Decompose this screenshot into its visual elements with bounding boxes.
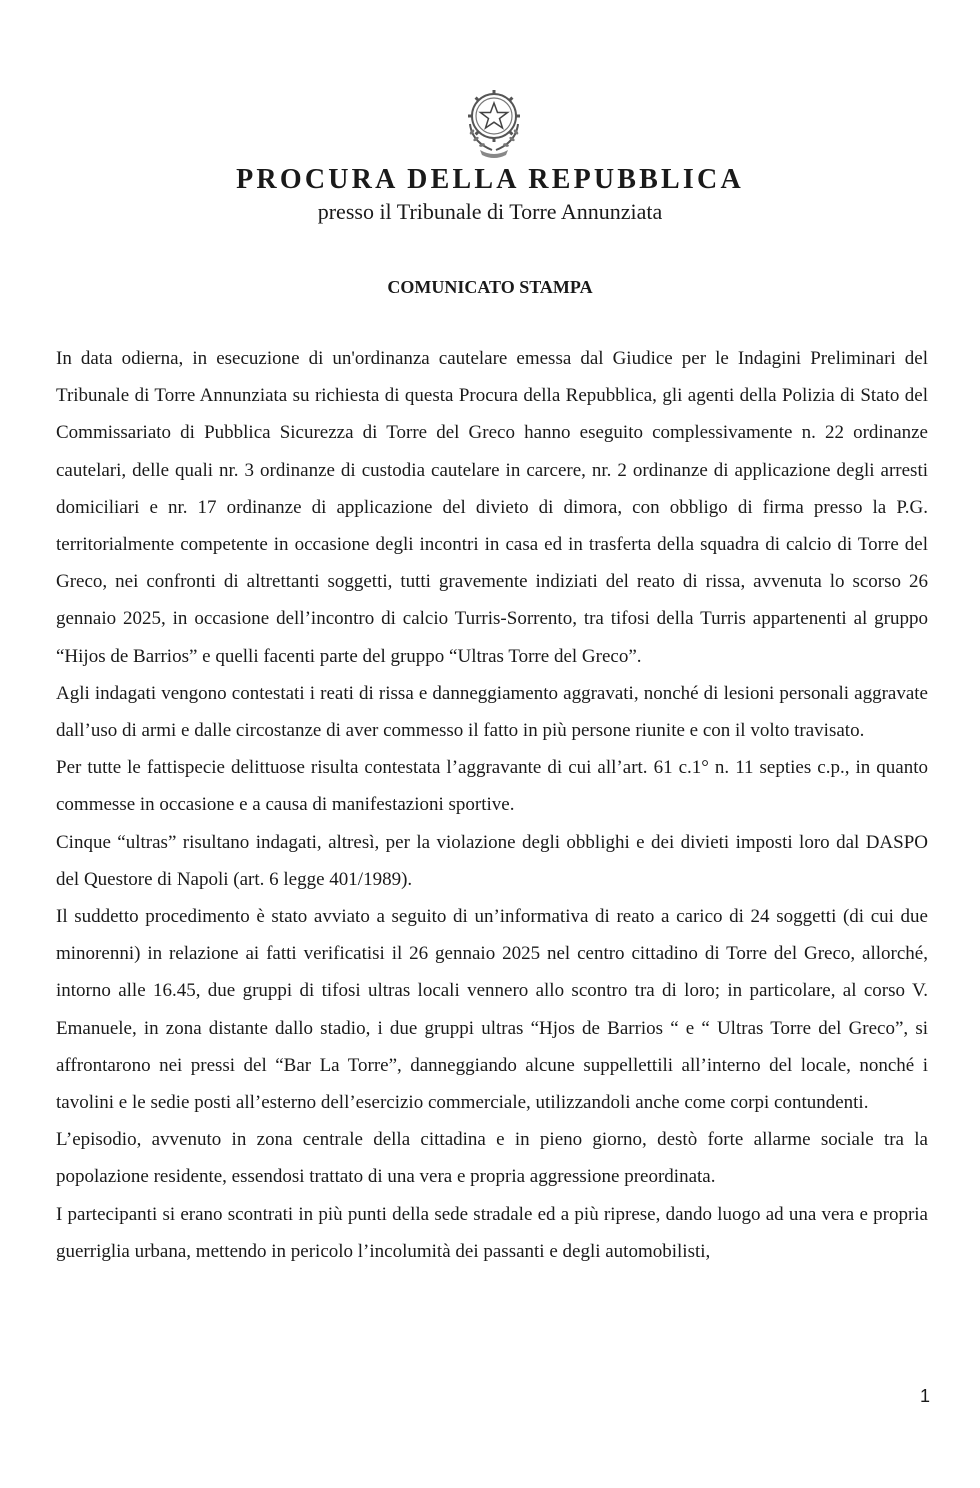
paragraph: L’episodio, avvenuto in zona centrale della cittadina e in pieno giorno, destò forte allarme sociale tra la popolazione residente, essendosi trattato di una vera e propria aggressione preordinata. (56, 1129, 928, 1188)
paragraph: Per tutte le fattispecie delittuose risulta contestata l’aggravante di cui all’art. 61 c.1° n. 11 septies c.p., in quanto commesse in occasione e a causa di manifestazioni sportive. (56, 757, 928, 816)
paragraph: Il suddetto procedimento è stato avviato a seguito di un’informativa di reato a carico di 24 soggetti (di cui due minorenni) in relazione ai fatti verificatisi il 26 gennaio 2025 nel centro cittadino di Torre del Greco, allorché, intorno alle 16.45, due gruppi di tifosi ultras locali vennero allo scontro tra di loro; in particolare, al corso V. Emanuele, in zona distante dallo stadio, i due gruppi ultras “Hjos de Barrios “ e “ Ultras Torre del Greco”, si affrontarono nei pressi del “Bar La Torre”, danneggiando alcune suppellettili all’interno del locale, nonché i tavolini e le sedie posti all’esterno dell’esercizio commerciale, utilizzandoli anche come corpi contundenti. (56, 906, 928, 1114)
italian-republic-emblem-icon (462, 84, 526, 160)
paragraph: Cinque “ultras” risultano indagati, altresì, per la violazione degli obblighi e dei divieti imposti loro dal DASPO del Questore di Napoli (art. 6 legge 401/1989). (56, 831, 928, 890)
paragraph: Agli indagati vengono contestati i reati di rissa e danneggiamento aggravati, nonché di lesioni personali aggravate dall’uso di armi e dalle circostanze di aver commesso il fatto in più persone riunite e con il volto travisato. (56, 682, 928, 742)
document-type-heading: COMUNICATO STAMPA (387, 277, 593, 297)
press-release-body (56, 340, 928, 1270)
office-title: PROCURA DELLA REPUBBLICA (236, 164, 744, 195)
page-number: 1 (919, 1386, 930, 1406)
office-subtitle: presso il Tribunale di Torre Annunziata (317, 199, 663, 224)
paragraph: I partecipanti si erano scontrati in più punti della sede stradale ed a più riprese, dando luogo ad una vera e propria guerriglia urbana, mettendo in pericolo l’incolumità dei passanti e degli automobilisti, (56, 1203, 928, 1262)
paragraph: In data odierna, in esecuzione di un'ordinanza cautelare emessa dal Giudice per le Indagini Preliminari del Tribunale di Torre Annunziata su richiesta di questa Procura della Repubblica, gli agenti della Polizia di Stato del Commissariato di Pubblica Sicurezza di Torre del Greco hanno eseguito complessivamente n. 22 ordinanze cautelari, delle quali nr. 3 ordinanze di custodia cautelare in carcere, nr. 2 ordinanze di applicazione degli arresti domiciliari e nr. 17 ordinanze di applicazione del divieto di dimora, con obbligo di firma presso la P.G. territorialmente competente in occasione degli incontri in casa ed in trasferta della squadra di calcio di Torre del Greco, nei confronti di altrettanti soggetti, tutti gravemente indiziati del reato di rissa, avvenuta lo scorso 26 gennaio 2025, in occasione dell’incontro di calcio Turris-Sorrento, tra tifosi della Turris appartenenti al gruppo “Hijos de Barrios” e quelli facenti parte del gruppo “Ultras Torre del Greco”. (56, 348, 928, 667)
